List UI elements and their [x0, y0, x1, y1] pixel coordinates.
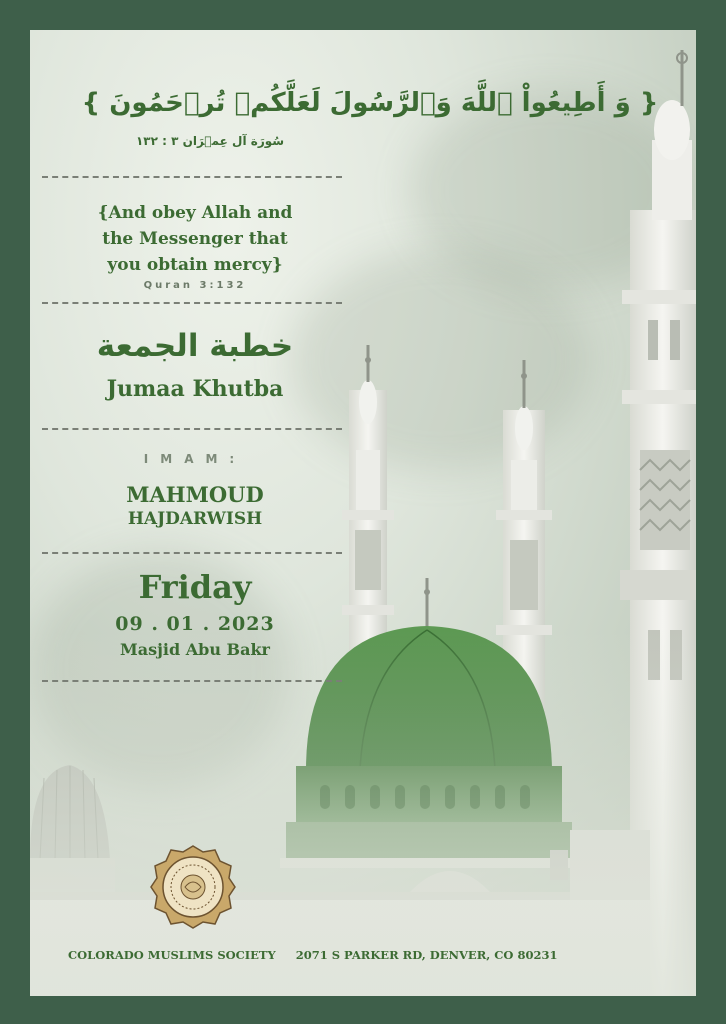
minaret-left	[342, 345, 394, 680]
divider	[42, 428, 342, 430]
organization-address: 2071 S PARKER RD, DENVER, CO 80231	[295, 948, 558, 962]
arabic-verse-reference: سُورَة آل عِمۡرَان ٣ : ١٣٢	[135, 134, 285, 148]
divider	[42, 302, 342, 304]
organization-name: COLORADO MUSLIMS SOCIETY	[68, 948, 276, 962]
imam-last-name: HAJDARWISH	[127, 509, 263, 529]
footer	[68, 948, 668, 962]
arabic-verse: { وَ أَطِيعُواْ ٱللَّهَ وَٱلرَّسُولَ لَعَلَّكُمۡ تُرۡحَمُونَ }	[81, 88, 659, 118]
english-verse-line: {And obey Allah and	[97, 203, 293, 223]
imam-label: IMAM:	[143, 452, 247, 466]
english-title: Jumaa Khutba	[106, 376, 284, 402]
english-verse-line: the Messenger that	[102, 229, 288, 249]
divider	[42, 680, 342, 682]
event-venue: Masjid Abu Bakr	[120, 640, 270, 659]
divider	[42, 176, 342, 178]
english-verse	[50, 200, 340, 278]
event-day: Friday	[138, 568, 252, 606]
divider	[42, 552, 342, 554]
event-date: 09 . 01 . 2023	[115, 613, 275, 635]
arabic-title: خطبة الجمعة	[96, 328, 294, 364]
imam-first-name: MAHMOUD	[126, 482, 264, 507]
english-verse-line: you obtain mercy}	[107, 255, 283, 275]
english-verse-reference: Quran 3:132	[143, 280, 247, 291]
poster	[30, 30, 696, 996]
society-seal-logo	[150, 844, 236, 930]
